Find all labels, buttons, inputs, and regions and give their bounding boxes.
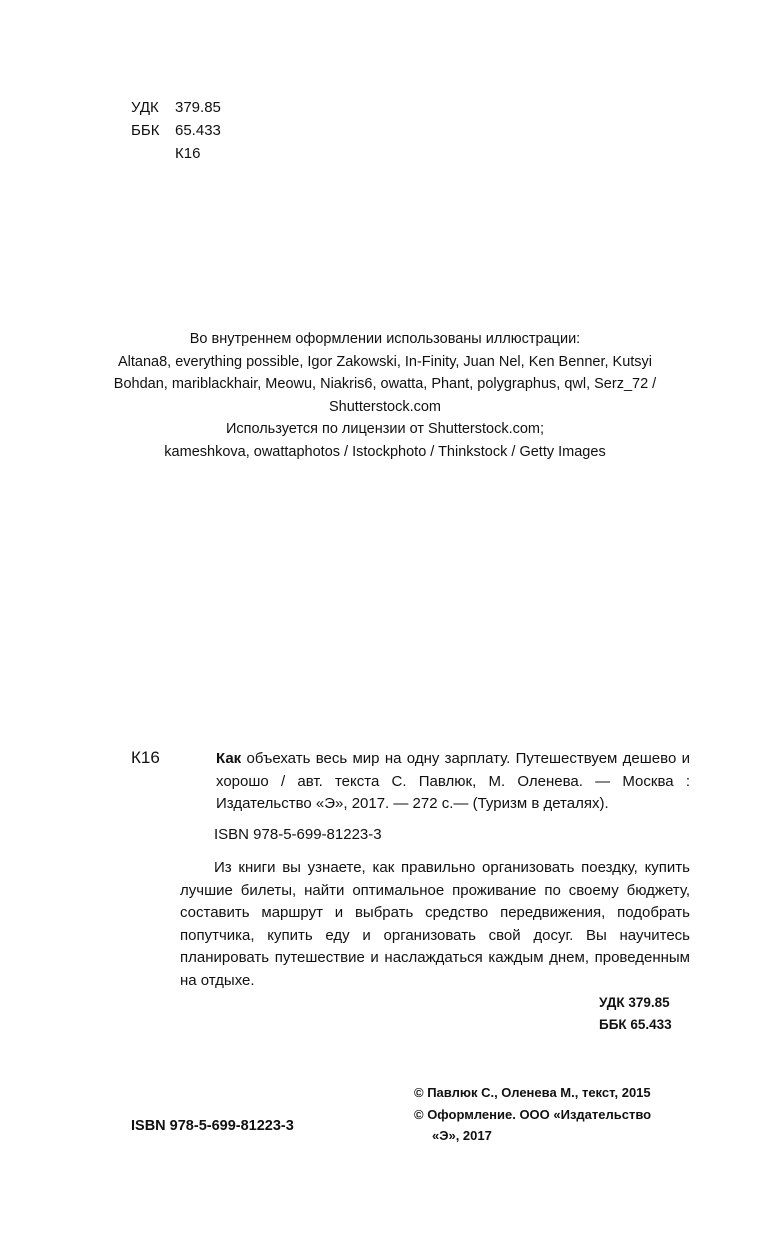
credits-line: Используется по лицензии от Shutterstock.com; — [225, 421, 545, 437]
credits-line: Altana8, everything possible, Igor Zakowski, In-Finity, Juan Nel, Ken Benner, Kutsyi — [117, 353, 653, 370]
isbn-line: ISBN 978-5-699-81223-3 — [214, 826, 382, 843]
author-mark: К16 — [175, 145, 201, 162]
bbk-row — [131, 120, 251, 143]
illustration-credits — [110, 328, 660, 463]
author-mark-row — [131, 143, 251, 166]
bibliographic-text — [180, 748, 690, 816]
bbk-label: ББК — [131, 122, 160, 139]
annotation: Из книги вы узнаете, как правильно организовать поездку, купить лучшие билеты, найти оптимальное проживание по своему бюджету, составить маршрут и выбрать средство передвижения, подобрать попутчика, купить еду и организовать свой досуг. Вы научитесь планировать путешествие и наслаждаться каждым днем, проведенным на отдыхе. — [180, 859, 690, 989]
title-first-word: Как — [216, 750, 242, 767]
copyright-line: © Оформление. ООО «Издательство — [414, 1106, 652, 1122]
bottom-isbn: ISBN 978-5-699-81223-3 — [131, 1118, 294, 1134]
right-classification — [599, 992, 699, 1036]
udk-value: 379.85 — [175, 99, 221, 116]
credits-line: Bohdan, mariblackhair, Meowu, Niakris6, owatta, Phant, polygraphus, qwl, Serz_72 / — [113, 376, 657, 392]
udk-row — [131, 97, 251, 120]
classification-block — [131, 97, 251, 166]
credits-line: kameshkova, owattaphotos / Istockphoto / Thinkstock / Getty Images — [164, 443, 606, 460]
udk-label: УДК — [131, 99, 159, 116]
copyright-block — [414, 1082, 714, 1147]
bbk-value: 65.433 — [175, 122, 221, 139]
copyright-line: © Павлюк С., Оленева М., текст, 2015 — [414, 1085, 651, 1100]
credits-line: Во внутреннем оформлении использованы иллюстрации: — [189, 331, 581, 347]
title-rest: объехать весь мир на одну зарплату. Путешествуем дешево и хорошо / авт. текста С. Павлюк, М. Оленева. — Москва : Издательство «Э», 2017. — 272 с.— (Туризм в деталях). — [216, 750, 690, 812]
right-bbk: ББК 65.433 — [599, 1017, 672, 1032]
right-udk: УДК 379.85 — [599, 995, 670, 1010]
copyright-line: «Э», 2017 — [432, 1128, 492, 1143]
credits-line: Shutterstock.com — [328, 398, 441, 415]
bibliographic-description — [180, 748, 690, 816]
card-author-mark: К16 — [131, 748, 160, 767]
